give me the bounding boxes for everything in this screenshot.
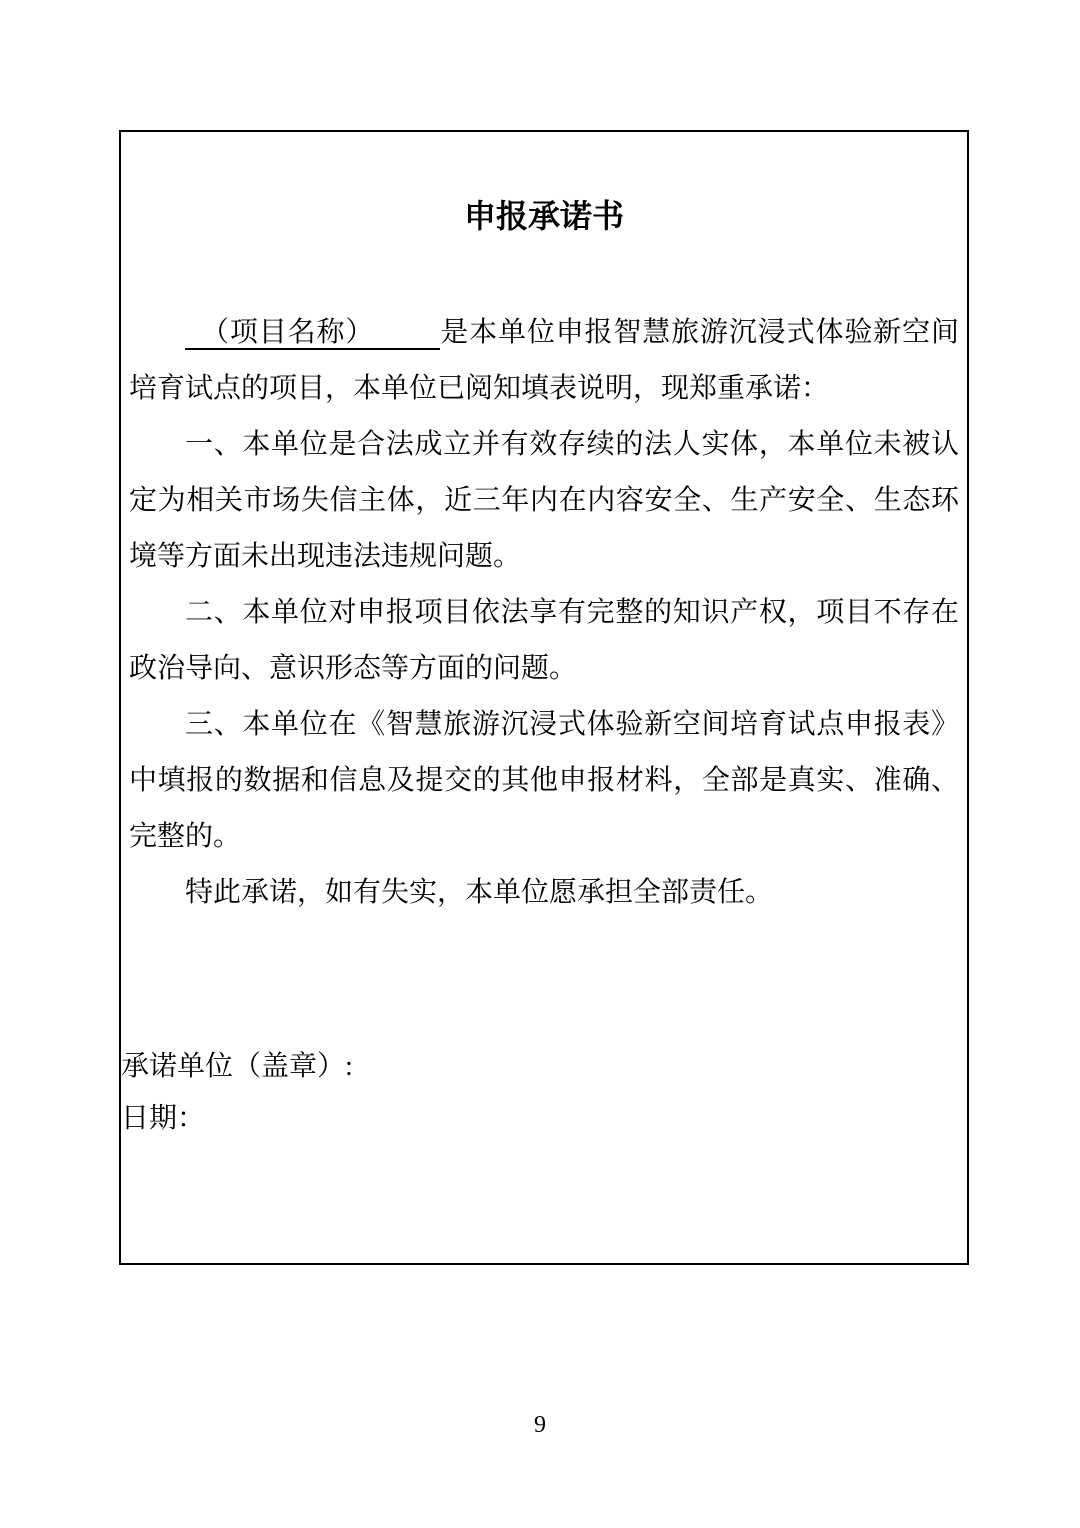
paragraph-intro [129,305,959,417]
signature-unit-stamp-label: 承诺单位（盖章）: [121,1051,353,1082]
signature-date-label: 日期： [121,1103,206,1134]
document-border-box [119,130,969,1265]
body-text-block [129,305,959,921]
paragraph-intro-text: 是本单位申报智慧旅游沉浸式体验新空间培育试点的项目，本单位已阅知填表说明，现郑重承诺： [129,317,959,404]
paragraph-closing: 特此承诺，如有失实，本单位愿承担全部责任。 [185,877,774,908]
page-title-text: 申报承诺书 [463,198,624,234]
paragraph-commitment-2: 二、本单位对申报项目依法享有完整的知识产权，项目不存在政治导向、意识形态等方面的问题。 [129,597,959,684]
project-name-blank: （项目名称） [185,317,440,350]
paragraph-commitment-1: 一、本单位是合法成立并有效存续的法人实体，本单位未被认定为相关市场失信主体，近三年内在内容安全、生产安全、生态环境等方面未出现违法违规问题。 [129,429,959,572]
page-number: 9 [534,1412,546,1438]
paragraph-commitment-3: 三、本单位在《智慧旅游沉浸式体验新空间培育试点申报表》中填报的数据和信息及提交的其他申报材料，全部是真实、准确、完整的。 [129,709,959,852]
signature-block [121,1041,967,1145]
page-title [129,194,959,238]
